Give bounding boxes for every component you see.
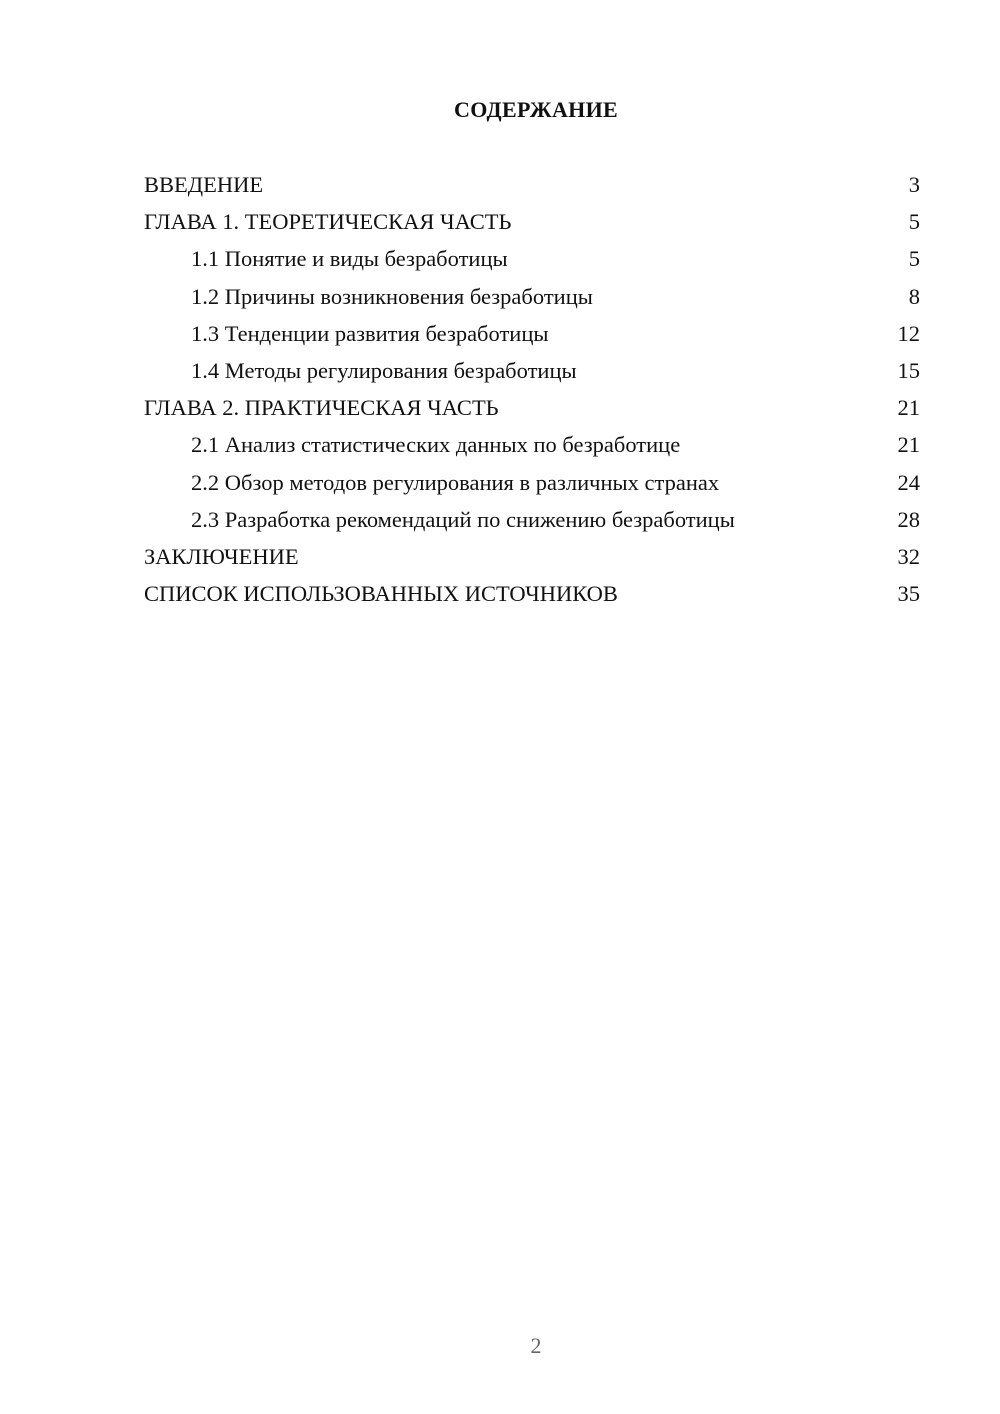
toc-entry-section-2-3	[144, 501, 920, 538]
toc-entry-label: 1.1 Понятие и виды безработицы	[191, 246, 508, 272]
toc-entry-page: 8	[908, 283, 920, 309]
toc-entry-label: ГЛАВА 1. ТЕОРЕТИЧЕСКАЯ ЧАСТЬ	[144, 209, 512, 235]
toc-entry-section-1-3	[144, 315, 920, 352]
toc-entry-section-2-1	[144, 426, 920, 463]
toc-entry-page: 5	[908, 209, 920, 235]
toc-entry-section-1-1	[144, 240, 920, 277]
toc-entry-page: 5	[908, 246, 920, 272]
toc-entry-page: 21	[897, 432, 920, 458]
toc-entry-conclusion	[144, 538, 920, 575]
page-title: СОДЕРЖАНИЕ	[454, 97, 618, 122]
toc-entry-section-1-4	[144, 352, 920, 389]
toc-entry-section-1-2	[144, 278, 920, 315]
toc-entry-chapter-2	[144, 389, 920, 426]
toc-entry-page: 35	[897, 581, 920, 607]
page-number: 2	[530, 1333, 542, 1358]
toc-entry-label: ВВЕДЕНИЕ	[144, 172, 264, 198]
toc-entry-label: 2.2 Обзор методов регулирования в различных странах	[191, 469, 720, 495]
toc-entry-page: 15	[897, 358, 920, 384]
toc-entry-label: 1.2 Причины возникновения безработицы	[191, 283, 593, 309]
toc-entry-introduction	[144, 166, 920, 203]
toc-entry-references	[144, 575, 920, 612]
toc-entry-chapter-1	[144, 203, 920, 240]
toc-entry-page: 3	[908, 172, 920, 198]
toc-entry-label: СПИСОК ИСПОЛЬЗОВАННЫХ ИСТОЧНИКОВ	[144, 581, 618, 607]
table-of-contents	[144, 166, 920, 612]
toc-entry-label: ЗАКЛЮЧЕНИЕ	[144, 543, 299, 569]
toc-entry-page: 12	[897, 320, 920, 346]
toc-entry-label: ГЛАВА 2. ПРАКТИЧЕСКАЯ ЧАСТЬ	[144, 395, 499, 421]
toc-entry-label: 1.3 Тенденции развития безработицы	[191, 320, 549, 346]
toc-entry-page: 24	[897, 469, 920, 495]
toc-entry-page: 32	[897, 543, 920, 569]
toc-entry-label: 2.1 Анализ статистических данных по безработице	[191, 432, 681, 458]
toc-entry-label: 1.4 Методы регулирования безработицы	[191, 358, 577, 384]
toc-entry-page: 28	[897, 506, 920, 532]
toc-entry-label: 2.3 Разработка рекомендаций по снижению безработицы	[191, 506, 735, 532]
toc-entry-page: 21	[897, 395, 920, 421]
toc-entry-section-2-2	[144, 464, 920, 501]
